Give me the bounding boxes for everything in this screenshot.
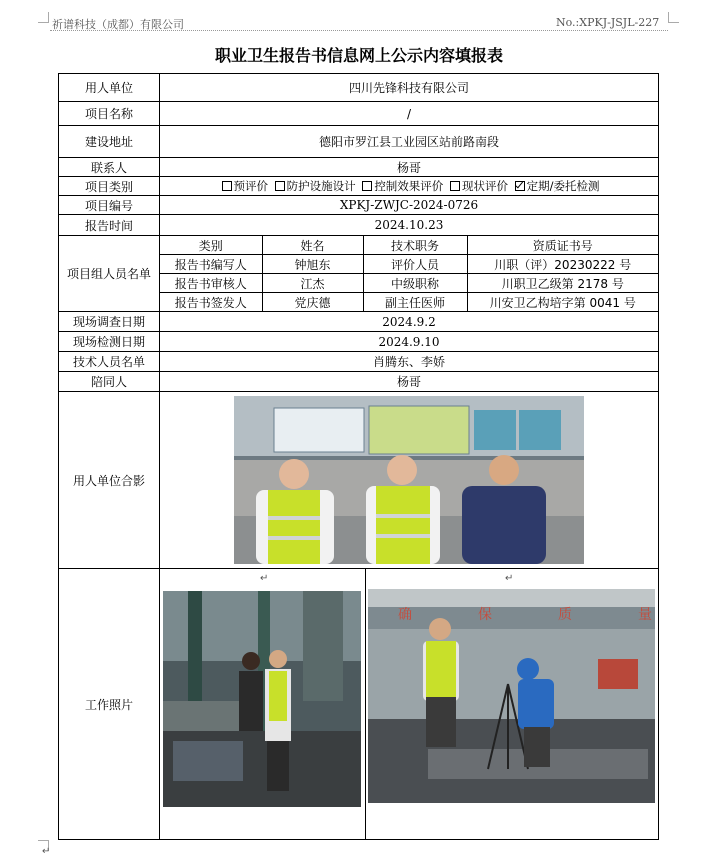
svg-text:确: 确 (398, 607, 412, 623)
team-cell-title: 中级职称 (363, 274, 467, 293)
category-label: 项目类别 (59, 177, 160, 196)
work-photo-cell (160, 569, 659, 840)
escort-label: 陪同人 (59, 372, 160, 392)
escort-value: 杨哥 (160, 372, 659, 392)
project-no-label: 项目编号 (59, 196, 160, 215)
checkbox-checked-icon (515, 181, 525, 191)
checkbox-icon (450, 181, 460, 191)
info-table (58, 73, 659, 840)
group-photo (234, 396, 584, 564)
team-cell-cert: 川安卫乙构培字第 0041 号 (467, 293, 658, 312)
paragraph-mark-icon: ↵ (260, 573, 269, 584)
row-survey-date (59, 312, 659, 332)
employer-label: 用人单位 (59, 74, 160, 102)
paragraph-mark-icon: ↵ (505, 573, 514, 584)
category-option-0[interactable]: 预评价 (219, 179, 269, 193)
row-report-time (59, 215, 659, 236)
team-label: 项目组人员名单 (59, 236, 160, 312)
project-no-value: XPKJ-ZWJC-2024-0726 (160, 196, 659, 215)
tech-staff-label: 技术人员名单 (59, 352, 160, 372)
team-cell-name: 钟旭东 (262, 255, 363, 274)
tech-staff-value: 肖腾东、李娇 (160, 352, 659, 372)
work-photo-2-image (368, 589, 655, 803)
work-photo-container (160, 569, 659, 839)
svg-text:量: 量 (638, 607, 652, 623)
corner-mark-top-right (668, 12, 679, 23)
category-options (160, 177, 659, 196)
employer-value: 四川先锋科技有限公司 (160, 74, 659, 102)
header-doc-no: No.:XPKJ-JSJL-227 (556, 16, 660, 29)
team-cell (160, 236, 659, 312)
team-cell-name: 党庆德 (262, 293, 363, 312)
team-header: 类别 (160, 236, 262, 255)
team-cell-role: 报告书审核人 (160, 274, 262, 293)
header-divider (50, 30, 668, 31)
team-row (160, 274, 658, 293)
report-time-value: 2024.10.23 (160, 215, 659, 236)
row-project-name (59, 102, 659, 126)
test-date-value: 2024.9.10 (160, 332, 659, 352)
team-row (160, 293, 658, 312)
photo-divider (365, 569, 366, 839)
group-photo-label: 用人单位合影 (59, 392, 160, 569)
corner-mark-top-left (38, 12, 49, 23)
checkbox-icon (222, 181, 232, 191)
team-header: 姓名 (262, 236, 363, 255)
row-test-date (59, 332, 659, 352)
row-group-photo (59, 392, 659, 569)
row-project-no (59, 196, 659, 215)
team-cell-title: 评价人员 (363, 255, 467, 274)
category-option-2[interactable]: 控制效果评价 (359, 179, 443, 193)
category-option-4[interactable]: 定期/委托检测 (512, 179, 600, 193)
checkbox-icon (362, 181, 372, 191)
row-work-photo (59, 569, 659, 840)
survey-date-label: 现场调查日期 (59, 312, 160, 332)
category-option-1[interactable]: 防护设施设计 (272, 179, 356, 193)
team-header: 技术职务 (363, 236, 467, 255)
survey-date-value: 2024.9.2 (160, 312, 659, 332)
team-cell-cert: 川职（评）20230222 号 (467, 255, 658, 274)
row-team (59, 236, 659, 312)
team-cell-role: 报告书编写人 (160, 255, 262, 274)
team-row (160, 255, 658, 274)
address-label: 建设地址 (59, 126, 160, 158)
address-value: 德阳市罗江县工业园区站前路南段 (160, 126, 659, 158)
team-header: 资质证书号 (467, 236, 658, 255)
group-photo-cell (160, 392, 659, 569)
svg-text:保: 保 (478, 607, 492, 623)
contact-value: 杨哥 (160, 158, 659, 177)
project-name-label: 项目名称 (59, 102, 160, 126)
report-time-label: 报告时间 (59, 215, 160, 236)
row-employer (59, 74, 659, 102)
paragraph-mark-icon: ↵ (42, 846, 51, 857)
checkbox-icon (275, 181, 285, 191)
team-header-row (160, 236, 658, 255)
row-tech-staff (59, 352, 659, 372)
team-cell-name: 江杰 (262, 274, 363, 293)
group-photo-image (234, 396, 584, 564)
work-photo-2 (368, 589, 655, 803)
page-title: 职业卫生报告书信息网上公示内容填报表 (214, 46, 503, 65)
row-escort (59, 372, 659, 392)
svg-text:质: 质 (558, 607, 572, 623)
row-address (59, 126, 659, 158)
row-category (59, 177, 659, 196)
contact-label: 联系人 (59, 158, 160, 177)
project-name-value: / (160, 102, 659, 126)
work-photo-1 (163, 591, 361, 807)
work-photo-1-image (163, 591, 361, 807)
team-table (160, 236, 658, 311)
work-photo-label: 工作照片 (59, 569, 160, 840)
team-cell-role: 报告书签发人 (160, 293, 262, 312)
team-cell-title: 副主任医师 (363, 293, 467, 312)
test-date-label: 现场检测日期 (59, 332, 160, 352)
category-option-3[interactable]: 现状评价 (447, 179, 508, 193)
header-company: 祈谱科技（成都）有限公司 (52, 18, 184, 31)
team-cell-cert: 川职卫乙级第 2178 号 (467, 274, 658, 293)
row-contact (59, 158, 659, 177)
